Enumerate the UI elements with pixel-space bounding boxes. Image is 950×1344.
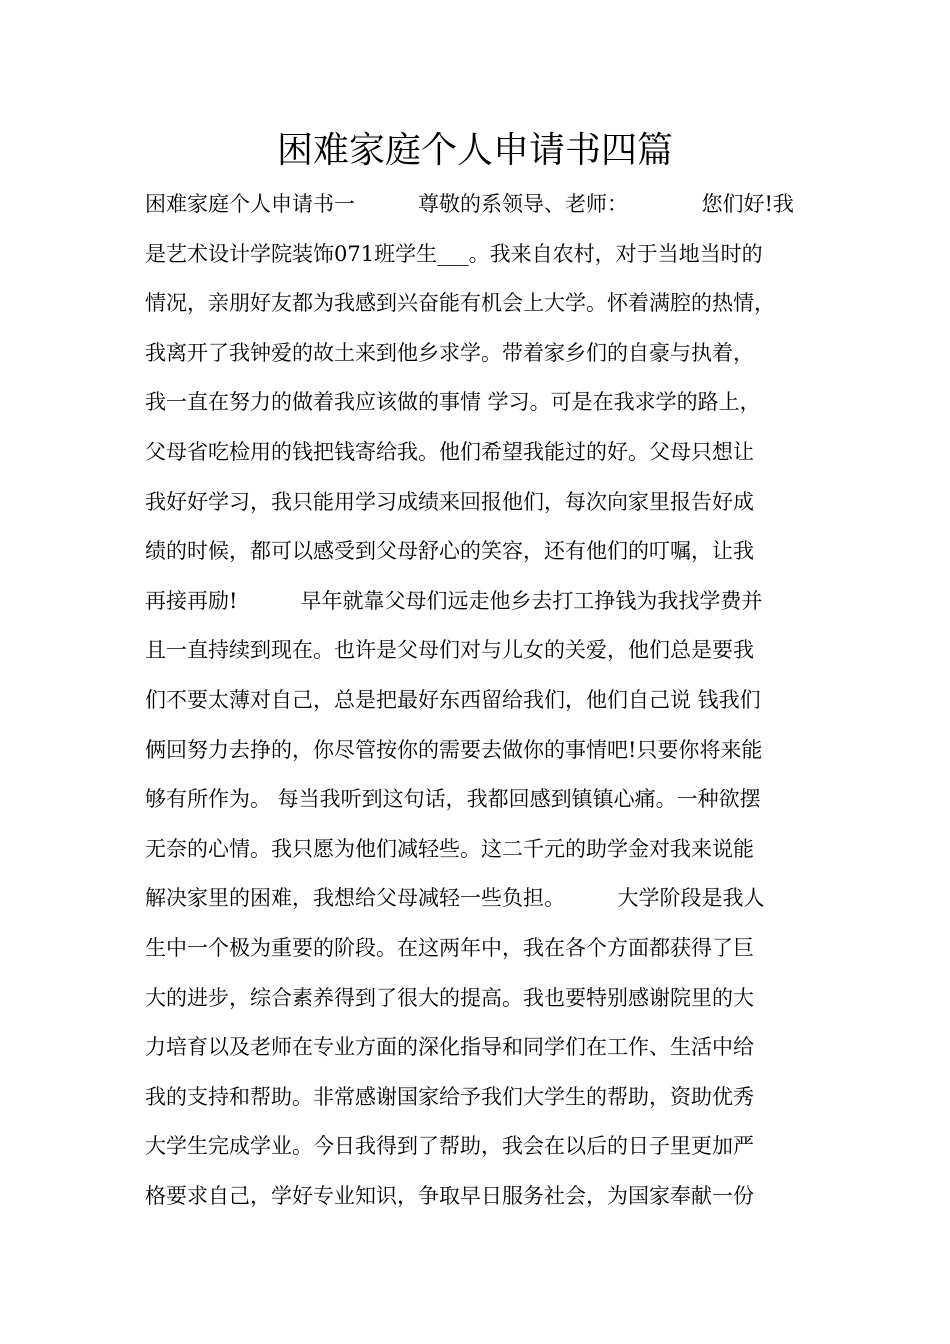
body-line: 大的进步，综合素养得到了很大的提高。我也要特别感谢院里的大 (145, 985, 754, 1010)
body-line: 情况，亲朋好友都为我感到兴奋能有机会上大学。怀着满腔的热情， (145, 291, 775, 316)
body-line: 们不要太薄对自己，总是把最好东西留给我们，他们自己说 钱我们 (145, 687, 761, 712)
document-title: 困难家庭个人申请书四篇 (276, 130, 673, 171)
body-line: 父母省吃检用的钱把钱寄给我。他们希望我能过的好。父母只想让 (145, 439, 754, 464)
body-line: 我一直在努力的做着我应该做的事情 学习。可是在我求学的路上， (145, 390, 761, 415)
body-line: 我好好学习，我只能用学习成绩来回报他们，每次向家里报告好成 (145, 489, 754, 514)
body-line: 解决家里的困难，我想给父母减轻一些负担。 大学阶段是我人 (145, 886, 765, 911)
body-line: 再接再励! 早年就靠父母们远走他乡去打工挣钱为我找学费并 (145, 588, 763, 613)
body-line: 无奈的心情。我只愿为他们减轻些。这二千元的助学金对我来说能 (145, 836, 754, 861)
body-line: 且一直持续到现在。也许是父母们对与儿女的关爱，他们总是要我 (145, 638, 754, 663)
body-line: 困难家庭个人申请书一 尊敬的系领导、老师： 您们好!我 (145, 192, 794, 216)
body-line: 我的支持和帮助。非常感谢国家给予我们大学生的帮助，资助优秀 (145, 1084, 754, 1109)
body-line: 生中一个极为重要的阶段。在这两年中，我在各个方面都获得了巨 (145, 935, 754, 960)
body-line: 格要求自己，学好专业知识，争取早日服务社会，为国家奉献一份 (145, 1183, 754, 1208)
body-line: 够有所作为。 每当我听到这句话，我都回感到镇镇心痛。一种欲摆 (145, 787, 761, 812)
body-line: 绩的时候，都可以感受到父母舒心的笑容，还有他们的叮嘱，让我 (145, 539, 754, 564)
document-body (145, 180, 825, 1221)
body-line: 俩回努力去挣的，你尽管按你的需要去做你的事情吧!只要你将来能 (145, 737, 763, 762)
body-line: 是艺术设计学院装饰071班学生___。我来自农村，对于当地当时的 (145, 241, 763, 266)
body-line: 力培育以及老师在专业方面的深化指导和同学们在工作、生活中给 (145, 1035, 754, 1060)
body-line: 我离开了我钟爱的故土来到他乡求学。带着家乡们的自豪与执着， (145, 340, 754, 365)
body-line: 大学生完成学业。今日我得到了帮助，我会在以后的日子里更加严 (145, 1134, 754, 1159)
